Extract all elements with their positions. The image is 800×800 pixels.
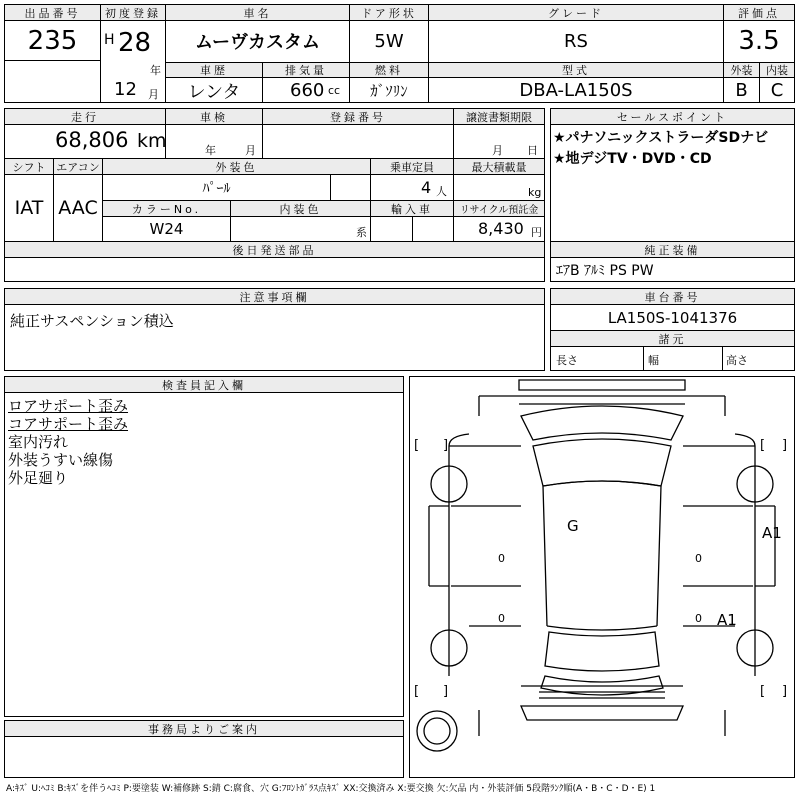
score-value: 3.5 [738,26,780,56]
first-reg-month-unit: 月 [148,88,159,101]
score-label: 評価点 [724,5,794,20]
mileage-unit: km [137,130,167,152]
displacement-label: 排気量 [263,63,349,77]
mark-a1-front-right: A1 [762,524,782,542]
inspection-month-unit: 月 [245,144,256,157]
inspector-line-4: 外装うすい線傷 [8,451,114,469]
recycle-unit: 円 [531,226,542,239]
lot-value: 235 [27,25,78,56]
grade-value: RS [564,30,588,52]
displacement-value: 660 [290,80,325,101]
inspection-year-unit: 年 [205,144,216,157]
first-reg-year: 28 [118,28,152,58]
displacement-unit: cc [328,84,341,97]
mark-0-left-front: 0 [498,552,505,565]
interior-color-unit: 系 [356,226,367,239]
history-value: レンタ [187,81,241,103]
bracket-left-rear: [ [414,684,420,699]
spec-height-label: 高さ [726,354,748,367]
mark-a1-rear-right: A1 [717,611,737,629]
bracket-left-front: [ [414,438,420,453]
specs-label: 諸元 [551,331,794,346]
office-label: 事務局よりご案内 [5,721,403,736]
bracket-right-rear: ] [443,684,449,699]
mark-g-roof: G [567,517,579,535]
mark-0-right-rear: 0 [695,612,702,625]
fuel-value: ｶﾞｿﾘﾝ [370,82,408,100]
spec-length-label: 長さ [556,354,578,367]
inspector-line-1: ロアサポート歪み [8,397,129,415]
int-score-value: C [770,80,784,101]
recycle-label: リサイクル預託金 [454,201,544,216]
ext-score-label: 外装 [724,63,759,77]
sales-points-label: セールスポイント [551,109,794,124]
bracket-right-front: ] [443,438,449,453]
inspector-line-3: 室内汚れ [8,433,69,451]
legend-text: A:ｷｽﾞ U:ﾍｺﾐ B:ｷｽﾞを伴うﾍｺﾐ P:要塗装 W:補修跡 S:錆 C:腐食、穴 G:ﾌﾛﾝﾄｶﾞﾗｽ点ｷｽﾞ XX:交換済み X:要交換 欠:欠品 内・外装評価 5段階ﾗﾝｸ順(A・B・C・D・E) 1 [6,784,656,794]
aircon-value: AAC [58,197,98,219]
bracket-left-front-r: [ [760,438,766,453]
shift-label: シフト [5,159,53,174]
bracket-right-rear-r: ] [782,684,788,699]
inspection-label: 車検 [166,109,262,124]
shift-value: IAT [14,197,44,219]
mark-0-right-front: 0 [695,552,702,565]
first-reg-era: H [104,32,115,48]
mileage-label: 走行 [5,109,165,124]
spec-width-label: 幅 [648,354,659,367]
ext-score-value: B [735,80,748,101]
max-load-unit: kg [528,186,542,199]
sales-point-2: ★地デジTV・DVD・CD [553,151,712,167]
grade-label: グレード [429,5,723,20]
history-label: 車歴 [166,63,262,77]
fuel-label: 燃料 [350,63,428,77]
genuine-label: 純正装備 [551,242,794,257]
import-label: 輸入車 [371,201,453,216]
genuine-value: ｴｱB ｱﾙﾐ PS PW [556,263,654,279]
capacity-value: 4 [421,178,432,197]
transfer-month-unit: 月 [492,144,503,157]
car-name-value: ムーヴカスタム [194,32,321,53]
model-label: 型式 [429,63,723,77]
door-label: ドア形状 [350,5,428,20]
first-reg-year-unit: 年 [150,64,161,77]
exterior-color-value: ﾊﾟｰﾙ [202,180,231,197]
color-no-value: W24 [149,220,184,238]
exterior-color-label: 外装色 [103,159,370,174]
bracket-left-rear-r: [ [760,684,766,699]
int-score-label: 内装 [760,63,794,77]
mileage-value: 68,806 [55,128,129,152]
inspector-label: 検査員記入欄 [5,377,403,392]
transfer-day-unit: 日 [527,144,538,157]
notes-value: 純正サスペンション積込 [10,312,174,330]
chassis-label: 車台番号 [551,289,794,304]
later-parts-label: 後日発送部品 [5,242,544,257]
reg-number-label: 登録番号 [263,109,453,124]
bracket-right-front-r: ] [782,438,788,453]
first-reg-label: 初度登録 [101,5,165,20]
lot-label: 出品番号 [5,5,100,20]
car-name-label: 車名 [166,5,349,20]
inspector-line-2: コアサポート歪み [8,415,129,433]
capacity-unit: 人 [436,185,447,198]
mark-0-left-rear: 0 [498,612,505,625]
car-diagram [409,376,795,778]
sales-point-1: ★パナソニックストラーダSDナビ [553,130,769,146]
capacity-label: 乗車定員 [371,159,453,174]
door-value: 5W [374,30,404,52]
max-load-label: 最大積載量 [454,159,544,174]
notes-label: 注意事項欄 [5,289,544,304]
chassis-value: LA150S-1041376 [607,308,738,327]
recycle-value: 8,430 [478,219,524,238]
first-reg-month: 12 [114,79,137,100]
aircon-label: エアコン [54,159,102,174]
interior-color-label: 内装色 [231,201,370,216]
model-value: DBA-LA150S [519,80,633,101]
color-no-label: カラーNo. [103,201,230,216]
inspector-line-5: 外足廻り [8,469,69,487]
transfer-deadline-label: 譲渡書類期限 [454,109,544,124]
